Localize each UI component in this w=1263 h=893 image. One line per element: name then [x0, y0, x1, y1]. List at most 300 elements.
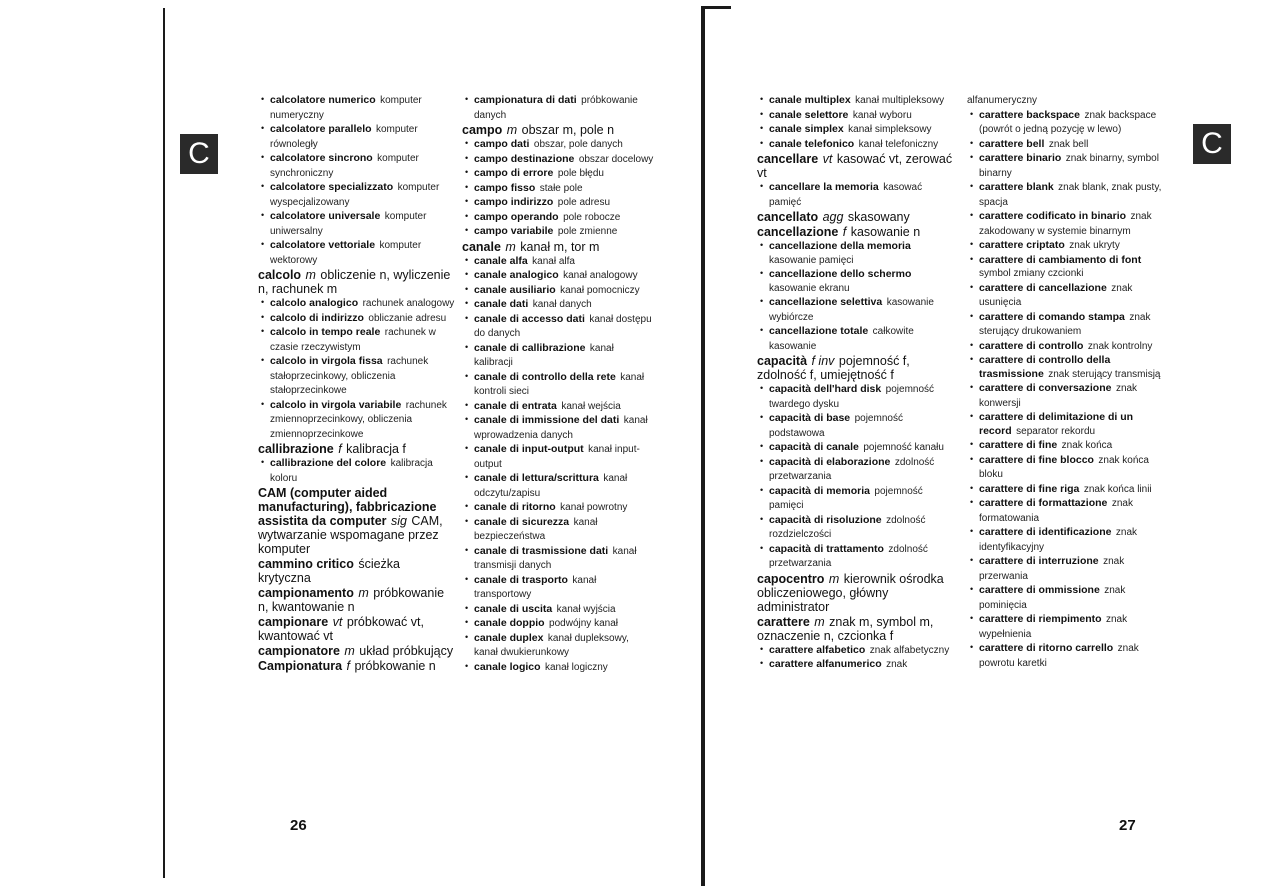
entry-term: carattere di formattazione: [979, 497, 1108, 509]
entry-translation: komputer uniwersalny: [270, 211, 427, 237]
entry-term: canale simplex: [769, 123, 844, 135]
entry-term: canale di accesso dati: [474, 312, 585, 325]
sub-entry: [462, 631, 654, 660]
entry-term: canale di immissione del dati: [474, 414, 620, 426]
letter-tab-c: [1193, 124, 1231, 164]
entry-translation: obliczenie n, wyliczenie n, rachunek m: [258, 268, 451, 296]
entry-term: canale ausiliario: [474, 283, 556, 296]
entry-term: carattere alfabetico: [769, 643, 866, 656]
entry-term: canale di ritorno: [474, 501, 556, 513]
entry-translation: próbkowanie danych: [474, 95, 638, 121]
entry-translation: kanał danych: [532, 299, 592, 310]
entry-term: carattere backspace: [979, 108, 1080, 121]
entry-translation: komputer wektorowy: [270, 240, 422, 266]
letter-tab-label: C: [188, 137, 210, 170]
entry-term: canale di sicurezza: [474, 515, 570, 528]
sub-entry: [757, 657, 955, 672]
sub-entry: [258, 151, 456, 180]
entry-term: CAM (computer aided manufacturing), fabbricazione assistita da computer: [258, 486, 437, 528]
entry-term: capacità di memoria: [769, 484, 870, 497]
sub-entry: [462, 166, 654, 181]
headword-entry: [462, 123, 654, 137]
entry-term: carattere di controllo della trasmissione: [979, 354, 1111, 380]
entry-term: capacità di canale: [769, 441, 859, 453]
sub-entry: [462, 195, 654, 210]
sub-entry: [757, 382, 955, 411]
entry-term: cancellato: [757, 210, 819, 224]
sub-entry: [258, 325, 456, 354]
entry-translation: kasować pamięć: [769, 182, 923, 208]
entry-term: calcolo: [258, 268, 302, 282]
entry-term: cancellare la memoria: [769, 181, 879, 193]
entry-term: calcolatore sincrono: [270, 152, 373, 164]
entry-term: callibrazione del colore: [270, 457, 387, 469]
entry-term: calcolatore specializzato: [270, 181, 394, 193]
sub-entry: [462, 413, 654, 442]
headword-entry: [757, 354, 955, 382]
entry-term: canale telefonico: [769, 137, 855, 150]
sub-entry: [462, 254, 654, 269]
entry-translation: znak identyfikacyjny: [979, 527, 1138, 553]
entry-translation: znak przerwania: [979, 556, 1125, 582]
entry-translation: całkowite kasowanie: [769, 326, 914, 352]
entry-translation: rachunek w czasie rzeczywistym: [270, 327, 436, 353]
entry-translation: znak końca bloku: [979, 454, 1149, 480]
entry-translation: pojemność kanału: [863, 442, 944, 453]
entry-translation: komputer równoległy: [270, 124, 418, 150]
entry-term: campo destinazione: [474, 152, 575, 165]
entry-translation: pojemność f, zdolność f, umiejętność f: [757, 354, 910, 382]
entry-term: campo fisso: [474, 181, 536, 194]
entry-translation: kasowanie n: [850, 225, 921, 239]
sub-entry: [967, 151, 1163, 180]
entry-term: campo: [462, 123, 503, 137]
entry-translation: rachunek zmiennoprzecinkowy, obliczenia zmiennoprzecinkowe: [270, 399, 447, 440]
sub-entry: [757, 93, 955, 108]
sub-entry: [258, 398, 456, 442]
entry-translation: znak powrotu karetki: [979, 643, 1139, 669]
entry-grammar: m: [344, 644, 355, 658]
dictionary-column-2: [462, 93, 654, 674]
entry-translation: pojemność twardego dysku: [769, 384, 935, 410]
entry-term: cancellazione: [757, 225, 839, 239]
entry-translation: stałe pole: [539, 182, 583, 194]
entry-term: capacità di risoluzione: [769, 513, 882, 526]
entry-translation: kanał transportowy: [474, 574, 597, 600]
entry-translation: kanał wprowadzenia danych: [474, 415, 648, 441]
headword-entry: [258, 486, 456, 556]
sub-entry: [258, 93, 456, 122]
entry-term: campionare: [258, 615, 329, 629]
entry-term: canale di entrata: [474, 399, 557, 412]
entry-translation: kanał telefoniczny: [858, 138, 939, 150]
entry-translation: znak kontrolny: [1087, 340, 1153, 352]
entry-translation: obszar, pole danych: [533, 139, 623, 150]
entry-term: carattere binario: [979, 152, 1062, 164]
sub-entry: [258, 238, 456, 267]
entry-translation: układ próbkujący: [359, 644, 454, 658]
headword-entry: [258, 268, 456, 296]
entry-grammar: m: [814, 614, 825, 629]
entry-term: capocentro: [757, 571, 825, 586]
headword-entry: [757, 615, 955, 643]
entry-translation: znak końca: [1061, 440, 1113, 451]
entry-translation: kasowanie ekranu: [769, 282, 850, 294]
sub-entry: [462, 210, 654, 225]
entry-term: capacità di elaborazione: [769, 455, 891, 468]
headword-entry: [258, 557, 456, 585]
entry-translation: kanał bezpieczeństwa: [474, 516, 598, 542]
entry-translation: znak pominięcia: [979, 585, 1126, 611]
sub-entry: [967, 410, 1163, 438]
sub-entry: [967, 93, 1163, 108]
headword-entry: [757, 572, 955, 614]
entry-translation: kanał m, tor m: [520, 239, 600, 254]
entry-translation: rachunek analogowy: [362, 298, 455, 309]
entry-translation: próbkować vt, kwantować vt: [258, 615, 424, 643]
sub-entry: [967, 554, 1163, 583]
sub-entry: [967, 209, 1163, 238]
entry-grammar: vt: [822, 152, 833, 166]
entry-term: capacità di trattamento: [769, 542, 884, 555]
sub-entry: [967, 180, 1163, 209]
sub-entry: [462, 370, 654, 399]
entry-term: calcolatore numerico: [270, 94, 376, 106]
sub-entry: [462, 544, 654, 573]
sub-entry: [757, 484, 955, 513]
entry-translation: znak formatowania: [979, 498, 1133, 524]
entry-term: carattere di interruzione: [979, 555, 1099, 567]
sub-entry: [258, 456, 456, 485]
sub-entry: [462, 312, 654, 341]
sub-entry: [967, 482, 1163, 497]
sub-entry: [757, 324, 955, 353]
entry-term: carattere di fine: [979, 439, 1058, 451]
page-number-left: 26: [290, 817, 307, 834]
sub-entry: [462, 573, 654, 602]
entry-translation: zdolność przetwarzania: [769, 456, 935, 482]
sub-entry: [462, 93, 654, 122]
entry-term: capacità di base: [769, 412, 851, 424]
entry-translation: kanał analogowy: [563, 270, 638, 281]
entry-translation: znak konwersji: [979, 383, 1138, 409]
entry-term: canale alfa: [474, 254, 528, 267]
entry-translation: obszar m, pole n: [521, 123, 615, 137]
headword-entry: [258, 615, 456, 643]
entry-translation: symbol zmiany czcionki: [979, 268, 1084, 279]
entry-translation: kanał multipleksowy: [855, 95, 945, 106]
entry-term: carattere di cancellazione: [979, 281, 1107, 294]
sub-entry: [258, 122, 456, 151]
entry-translation: kanał powrotny: [560, 502, 628, 513]
letter-tab-label: C: [1201, 127, 1223, 160]
entry-term: calcolo in tempo reale: [270, 326, 381, 338]
entry-translation: znak bell: [1048, 138, 1089, 150]
headword-entry: [258, 442, 456, 456]
headword-entry: [757, 225, 955, 239]
entry-grammar: m: [358, 586, 369, 600]
entry-term: canale duplex: [474, 631, 544, 644]
entry-translation: obszar docelowy: [578, 153, 654, 165]
sub-entry: [462, 616, 654, 631]
entry-grammar: f: [346, 659, 350, 673]
entry-translation: próbkowanie n: [354, 659, 436, 673]
entry-term: canale di trasporto: [474, 573, 568, 586]
entry-grammar: sig: [390, 514, 407, 528]
entry-translation: znak sterujący drukowaniem: [979, 311, 1151, 337]
sub-entry: [462, 471, 654, 500]
entry-term: carattere blank: [979, 181, 1054, 193]
entry-translation: kanał kalibracji: [474, 342, 614, 368]
entry-term: carattere: [757, 614, 810, 629]
sub-entry: [967, 353, 1163, 381]
letter-tab-c: [180, 134, 218, 174]
entry-translation: znak: [886, 659, 908, 670]
entry-term: canale di uscita: [474, 602, 553, 615]
right-page: [630, 0, 1263, 893]
entry-translation: pole robocze: [563, 211, 621, 223]
spine-line: [701, 6, 705, 886]
entry-translation: kanał pomocniczy: [560, 284, 640, 296]
sub-entry: [462, 297, 654, 312]
entry-term: carattere di fine riga: [979, 482, 1080, 495]
entry-translation: skasowany: [847, 210, 910, 224]
sub-entry: [757, 513, 955, 542]
entry-grammar: vt: [332, 615, 343, 629]
entry-term: carattere di comando stampa: [979, 310, 1125, 323]
entry-translation: pole adresu: [557, 197, 611, 208]
entry-term: capacità: [757, 354, 808, 368]
entry-term: canale di controllo della rete: [474, 370, 616, 383]
sub-entry: [462, 224, 654, 239]
entry-term: canale di callibrazione: [474, 341, 586, 354]
entry-term: canale logico: [474, 660, 541, 673]
entry-term: cancellazione selettiva: [769, 296, 883, 308]
entry-term: canale multiplex: [769, 94, 851, 106]
entry-term: calcolo di indirizzo: [270, 311, 364, 324]
entry-translation: kanał transmisji danych: [474, 545, 637, 571]
spine-top-mark: [701, 6, 731, 9]
sub-entry: [967, 496, 1163, 525]
dictionary-column-3: [757, 93, 955, 672]
entry-term: cancellare: [757, 152, 819, 166]
headword-entry: [757, 152, 955, 180]
sub-entry: [967, 339, 1163, 354]
entry-term: capacità dell'hard disk: [769, 383, 882, 395]
entry-translation: znak blank, znak pusty, spacja: [979, 182, 1162, 208]
headword-entry: [258, 586, 456, 614]
entry-translation: ścieżka krytyczna: [258, 557, 401, 585]
entry-translation: podwójny kanał: [549, 618, 618, 629]
entry-translation: kalibracja koloru: [270, 458, 433, 484]
entry-term: campo di errore: [474, 167, 554, 179]
sub-entry: [967, 310, 1163, 339]
sub-entry: [967, 641, 1163, 670]
entry-grammar: f: [338, 442, 342, 456]
sub-entry: [967, 453, 1163, 482]
entry-term: cancellazione dello schermo: [769, 268, 912, 280]
sub-entry: [757, 239, 955, 267]
entry-term: canale doppio: [474, 617, 545, 629]
headword-entry: [462, 240, 654, 254]
sub-entry: [462, 181, 654, 196]
entry-translation: znak backspace (powrót o jedną pozycję w lewo): [979, 109, 1157, 135]
entry-translation: kanał input-output: [474, 444, 640, 470]
entry-translation: CAM, wytwarzanie wspomagane przez komputer: [258, 514, 443, 556]
sub-entry: [967, 381, 1163, 410]
entry-translation: komputer wyspecjalizowany: [270, 182, 440, 208]
sub-entry: [462, 341, 654, 370]
entry-term: campionatura di dati: [474, 94, 577, 106]
entry-translation: kanał wyboru: [852, 109, 912, 121]
entry-term: campo dati: [474, 138, 530, 150]
sub-entry: [757, 440, 955, 455]
sub-entry: [967, 525, 1163, 554]
sub-entry: [967, 438, 1163, 453]
entry-translation: zdolność przetwarzania: [769, 543, 928, 569]
sub-entry: [462, 137, 654, 152]
entry-translation: znak końca linii: [1083, 483, 1152, 495]
entry-translation: kanał alfa: [532, 255, 575, 267]
sub-entry: [757, 108, 955, 123]
sub-entry: [462, 515, 654, 544]
entry-translation: kasowanie wybiórcze: [769, 297, 934, 323]
entry-translation: kanał simpleksowy: [848, 124, 932, 135]
headword-entry: [757, 210, 955, 224]
sub-entry: [967, 281, 1163, 310]
entry-term: campionamento: [258, 586, 354, 600]
entry-term: campionatore: [258, 644, 340, 658]
entry-translation: znak alfabetyczny: [869, 644, 950, 656]
entry-translation: znak usunięcia: [979, 282, 1133, 308]
sub-entry: [258, 296, 456, 311]
entry-translation: obliczanie adresu: [368, 312, 447, 324]
entry-grammar: m: [506, 123, 518, 137]
sub-entry: [462, 602, 654, 617]
entry-term: canale analogico: [474, 269, 559, 281]
sub-entry: [757, 137, 955, 152]
entry-translation: komputer numeryczny: [270, 95, 422, 121]
sub-entry: [462, 442, 654, 471]
sub-entry: [967, 108, 1163, 137]
entry-term: canale di input-output: [474, 443, 584, 455]
entry-term: canale dati: [474, 298, 529, 310]
entry-term: canale: [462, 239, 501, 254]
entry-term: calcolo analogico: [270, 297, 359, 309]
entry-term: campo indirizzo: [474, 196, 554, 208]
entry-translation: znak binarny, symbol binarny: [979, 153, 1159, 179]
entry-term: carattere di delimitazione di un record: [979, 411, 1134, 437]
entry-term: carattere codificato in binario: [979, 210, 1127, 222]
entry-term: cancellazione totale: [769, 325, 869, 337]
entry-translation: kanał logiczny: [544, 661, 608, 673]
entry-translation: pojemność pamięci: [769, 485, 923, 511]
entry-term: campo operando: [474, 210, 559, 223]
left-margin-line: [163, 8, 165, 878]
entry-term: calcolatore vettoriale: [270, 239, 376, 251]
page-number-right: 27: [1119, 817, 1136, 834]
entry-term: carattere alfanumerico: [769, 658, 882, 670]
headword-entry: [258, 659, 456, 673]
sub-entry: [967, 253, 1163, 281]
sub-entry: [462, 283, 654, 298]
entry-grammar: m: [505, 239, 516, 254]
sub-entry: [462, 399, 654, 414]
entry-term: carattere di ommissione: [979, 584, 1100, 596]
entry-translation: kanał odczytu/zapisu: [474, 473, 628, 499]
entry-term: calcolatore universale: [270, 210, 381, 222]
entry-term: carattere di ritorno carrello: [979, 642, 1114, 654]
entry-term: calcolatore parallelo: [270, 123, 372, 135]
entry-term: Campionatura: [258, 659, 343, 673]
entry-translation: znak wypełnienia: [979, 614, 1128, 640]
entry-translation: pole zmienne: [557, 226, 618, 237]
sub-entry: [258, 354, 456, 398]
sub-entry: [757, 295, 955, 324]
entry-term: carattere di fine blocco: [979, 453, 1094, 466]
entry-term: carattere bell: [979, 137, 1045, 150]
entry-translation: pojemność podstawowa: [769, 413, 903, 439]
sub-entry: [757, 180, 955, 209]
entry-term: campo variabile: [474, 225, 554, 237]
entry-grammar: m: [828, 571, 840, 586]
entry-term: carattere di cambiamento di font: [979, 253, 1142, 266]
entry-term: carattere di identificazione: [979, 526, 1112, 538]
entry-translation: alfanumeryczny: [967, 95, 1038, 106]
sub-entry: [258, 180, 456, 209]
entry-term: carattere criptato: [979, 239, 1065, 251]
entry-term: cammino critico: [258, 557, 354, 571]
entry-translation: rachunek stałoprzecinkowy, obliczenia stałoprzecinkowe: [270, 356, 429, 396]
entry-term: cancellazione della memoria: [769, 240, 911, 252]
entry-term: carattere di riempimento: [979, 613, 1102, 625]
entry-term: canale di trasmissione dati: [474, 544, 609, 557]
sub-entry: [757, 542, 955, 571]
entry-term: canale selettore: [769, 108, 849, 121]
sub-entry: [258, 209, 456, 238]
entry-grammar: agg: [822, 210, 844, 224]
dictionary-column-4: [967, 93, 1163, 670]
entry-translation: kanał dostępu do danych: [474, 313, 652, 339]
sub-entry: [258, 311, 456, 326]
entry-translation: znak ukryty: [1069, 240, 1120, 251]
headword-entry: [258, 644, 456, 658]
entry-translation: kalibracja f: [346, 442, 406, 456]
entry-term: callibrazione: [258, 442, 334, 456]
sub-entry: [967, 238, 1163, 253]
sub-entry: [462, 660, 654, 675]
entry-translation: kanał wyjścia: [556, 603, 616, 615]
dictionary-column-1: [258, 93, 456, 673]
entry-translation: zdolność rozdzielczości: [769, 514, 926, 540]
sub-entry: [757, 267, 955, 295]
entry-translation: znak zakodowany w systemie binarnym: [979, 211, 1152, 237]
entry-term: calcolo in virgola fissa: [270, 355, 383, 367]
entry-translation: komputer synchroniczny: [270, 153, 419, 179]
entry-translation: kierownik ośrodka obliczeniowego, główny administrator: [757, 571, 944, 614]
entry-term: carattere di controllo: [979, 339, 1084, 352]
entry-translation: znak m, symbol m, oznaczenie n, czcionka f: [757, 614, 934, 643]
entry-translation: znak sterujący transmisją: [1048, 368, 1161, 380]
entry-grammar: m: [305, 268, 316, 282]
entry-translation: kanał dupleksowy, kanał dwukierunkowy: [474, 632, 629, 658]
entry-translation: kanał kontroli sieci: [474, 371, 645, 397]
sub-entry: [462, 152, 654, 167]
entry-term: calcolo in virgola variabile: [270, 398, 402, 411]
entry-translation: kasowanie pamięci: [769, 254, 854, 266]
entry-translation: separator rekordu: [1016, 425, 1096, 437]
entry-translation: kasować vt, zerować vt: [757, 152, 953, 180]
